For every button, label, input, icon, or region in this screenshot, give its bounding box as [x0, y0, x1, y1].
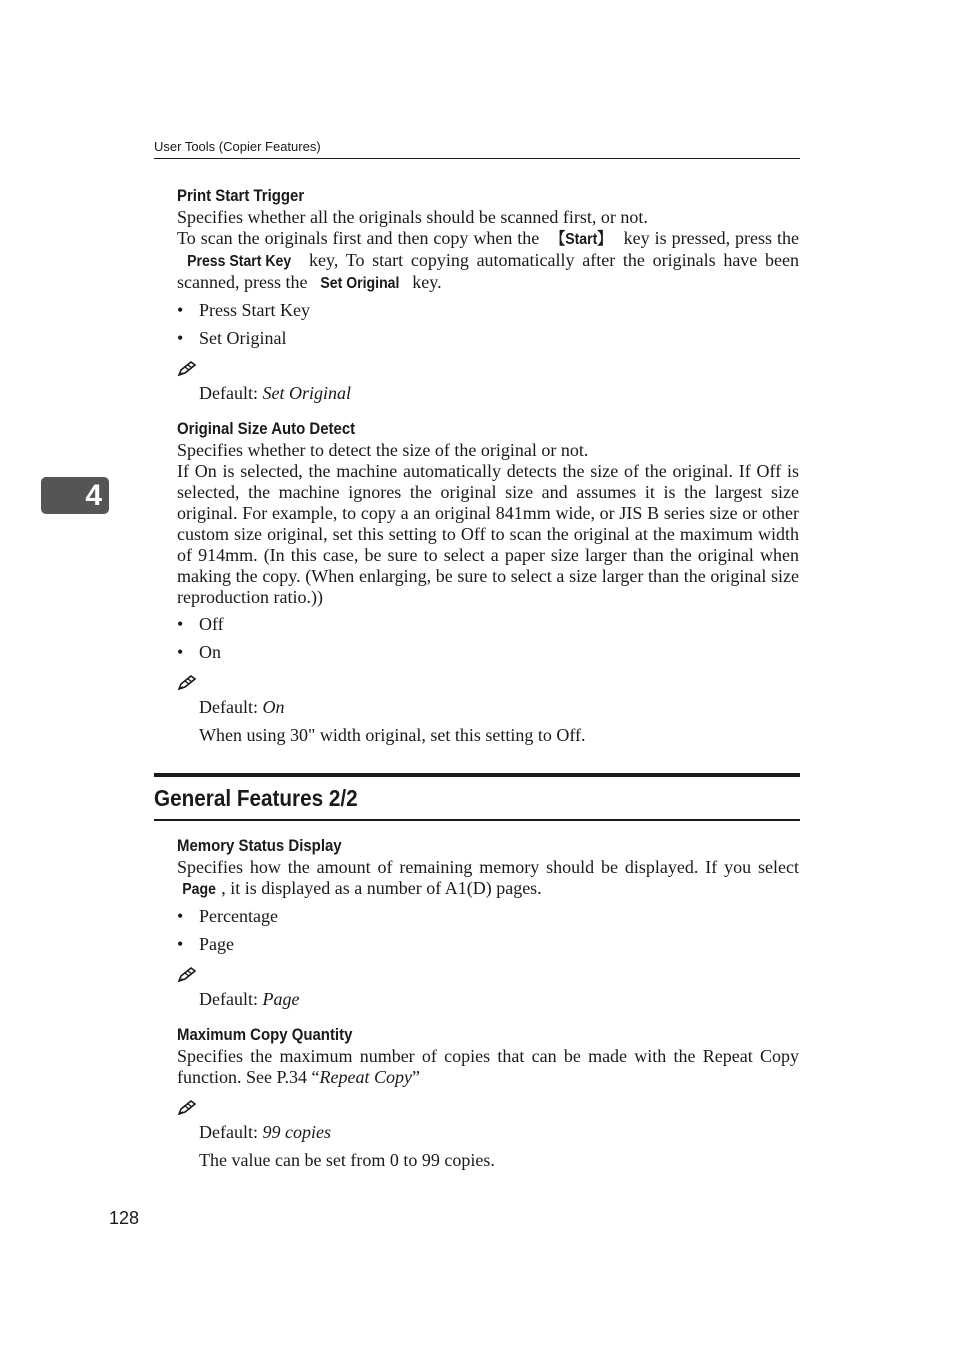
default-value [199, 697, 799, 718]
page-number: 128 [109, 1208, 140, 1228]
list-item: • Page [177, 934, 234, 954]
body-text: , it is displayed as a number of A1(D) pages. [221, 878, 542, 898]
note-text: The value can be set from 0 to 99 copies. [199, 1150, 495, 1170]
option-label: Set Original [199, 328, 287, 348]
pencil-note-icon [177, 1100, 197, 1116]
note-text: When using 30" width original, set this setting to Off. [199, 725, 586, 745]
section-body [177, 1046, 799, 1088]
section-description: Specifies whether to detect the size of the original or not. [177, 440, 589, 460]
default-label: Default: [199, 383, 263, 403]
section-title: Original Size Auto Detect [177, 419, 356, 438]
body-text: ” [411, 1067, 420, 1087]
option-list [177, 906, 799, 955]
option-label: On [199, 642, 221, 662]
section-title: Memory Status Display [177, 836, 342, 855]
section-title: Maximum Copy Quantity [177, 1025, 353, 1044]
list-item: • Set Original [177, 328, 287, 348]
default-label: Default: [199, 697, 263, 717]
section-print-start-trigger [177, 185, 799, 404]
default-value-text: 99 copies [262, 1122, 331, 1142]
default-value [199, 1122, 799, 1143]
section-original-size-auto-detect [177, 418, 799, 746]
section-body: If On is selected, the machine automatically detects the size of the original. If Off is selected, the machine ignores the original size and assumes it is the largest size original. For example, to copy a an original 841mm wide, or JIS B series size or other custom size original, set this setting to Off to scan the original at the maximum width of 914mm. (In this case, be sure to select a paper size larger than the original when making the copy. (When enlarging, be sure to select a size larger than the original size reproduction ratio.)) [177, 461, 799, 607]
option-list [177, 614, 799, 663]
body-text: To scan the originals first and then copy when the [177, 228, 545, 248]
body-text: key is pressed, press the [618, 228, 799, 248]
list-item: • Percentage [177, 906, 278, 926]
pencil-note-icon [177, 675, 197, 691]
option-list [177, 300, 799, 349]
default-value-text: Page [262, 989, 300, 1009]
option-label: Press Start Key [199, 300, 310, 320]
default-label: Default: [199, 1122, 263, 1142]
default-value [199, 383, 799, 404]
cross-reference-link[interactable]: Repeat Copy [319, 1067, 412, 1087]
chapter-tab: 4 [41, 477, 109, 514]
list-item: • Press Start Key [177, 300, 310, 320]
start-key-label: 【Start】 [551, 231, 612, 248]
body-text: Specifies how the amount of remaining memory should be displayed. If you select [177, 857, 799, 877]
option-label: Percentage [199, 906, 278, 926]
body-text: key, To start copying automatically after the originals have been scanned, press the [177, 250, 799, 292]
running-head: User Tools (Copier Features) [154, 138, 800, 159]
main-content-lower [177, 835, 799, 1171]
section-maximum-copy-quantity [177, 1024, 799, 1171]
option-label: Off [199, 614, 224, 634]
press-start-key-label: Press Start Key [187, 253, 292, 270]
pencil-note-icon [177, 967, 197, 983]
default-value-text: On [262, 697, 285, 717]
section-rule-top [154, 773, 800, 777]
set-original-key-label: Set Original [320, 275, 400, 292]
main-content-upper [177, 185, 799, 746]
section-body [177, 228, 799, 294]
page-section-title: General Features 2/2 [154, 785, 358, 811]
option-label: Page [199, 934, 234, 954]
list-item: • Off [177, 614, 224, 634]
page-key-label: Page [182, 881, 216, 898]
pencil-note-icon [177, 361, 197, 377]
body-text: key. [407, 272, 442, 292]
section-description: Specifies whether all the originals should be scanned first, or not. [177, 207, 648, 227]
section-rule-bottom [154, 819, 800, 821]
default-value [199, 989, 799, 1010]
section-body [177, 857, 799, 900]
default-value-text: Set Original [262, 383, 351, 403]
default-label: Default: [199, 989, 263, 1009]
section-title: Print Start Trigger [177, 186, 305, 205]
list-item: • On [177, 642, 221, 662]
section-memory-status-display [177, 835, 799, 1010]
body-text: Specifies the maximum number of copies that can be made with the Repeat Copy function. See P.34 “ [177, 1046, 799, 1087]
